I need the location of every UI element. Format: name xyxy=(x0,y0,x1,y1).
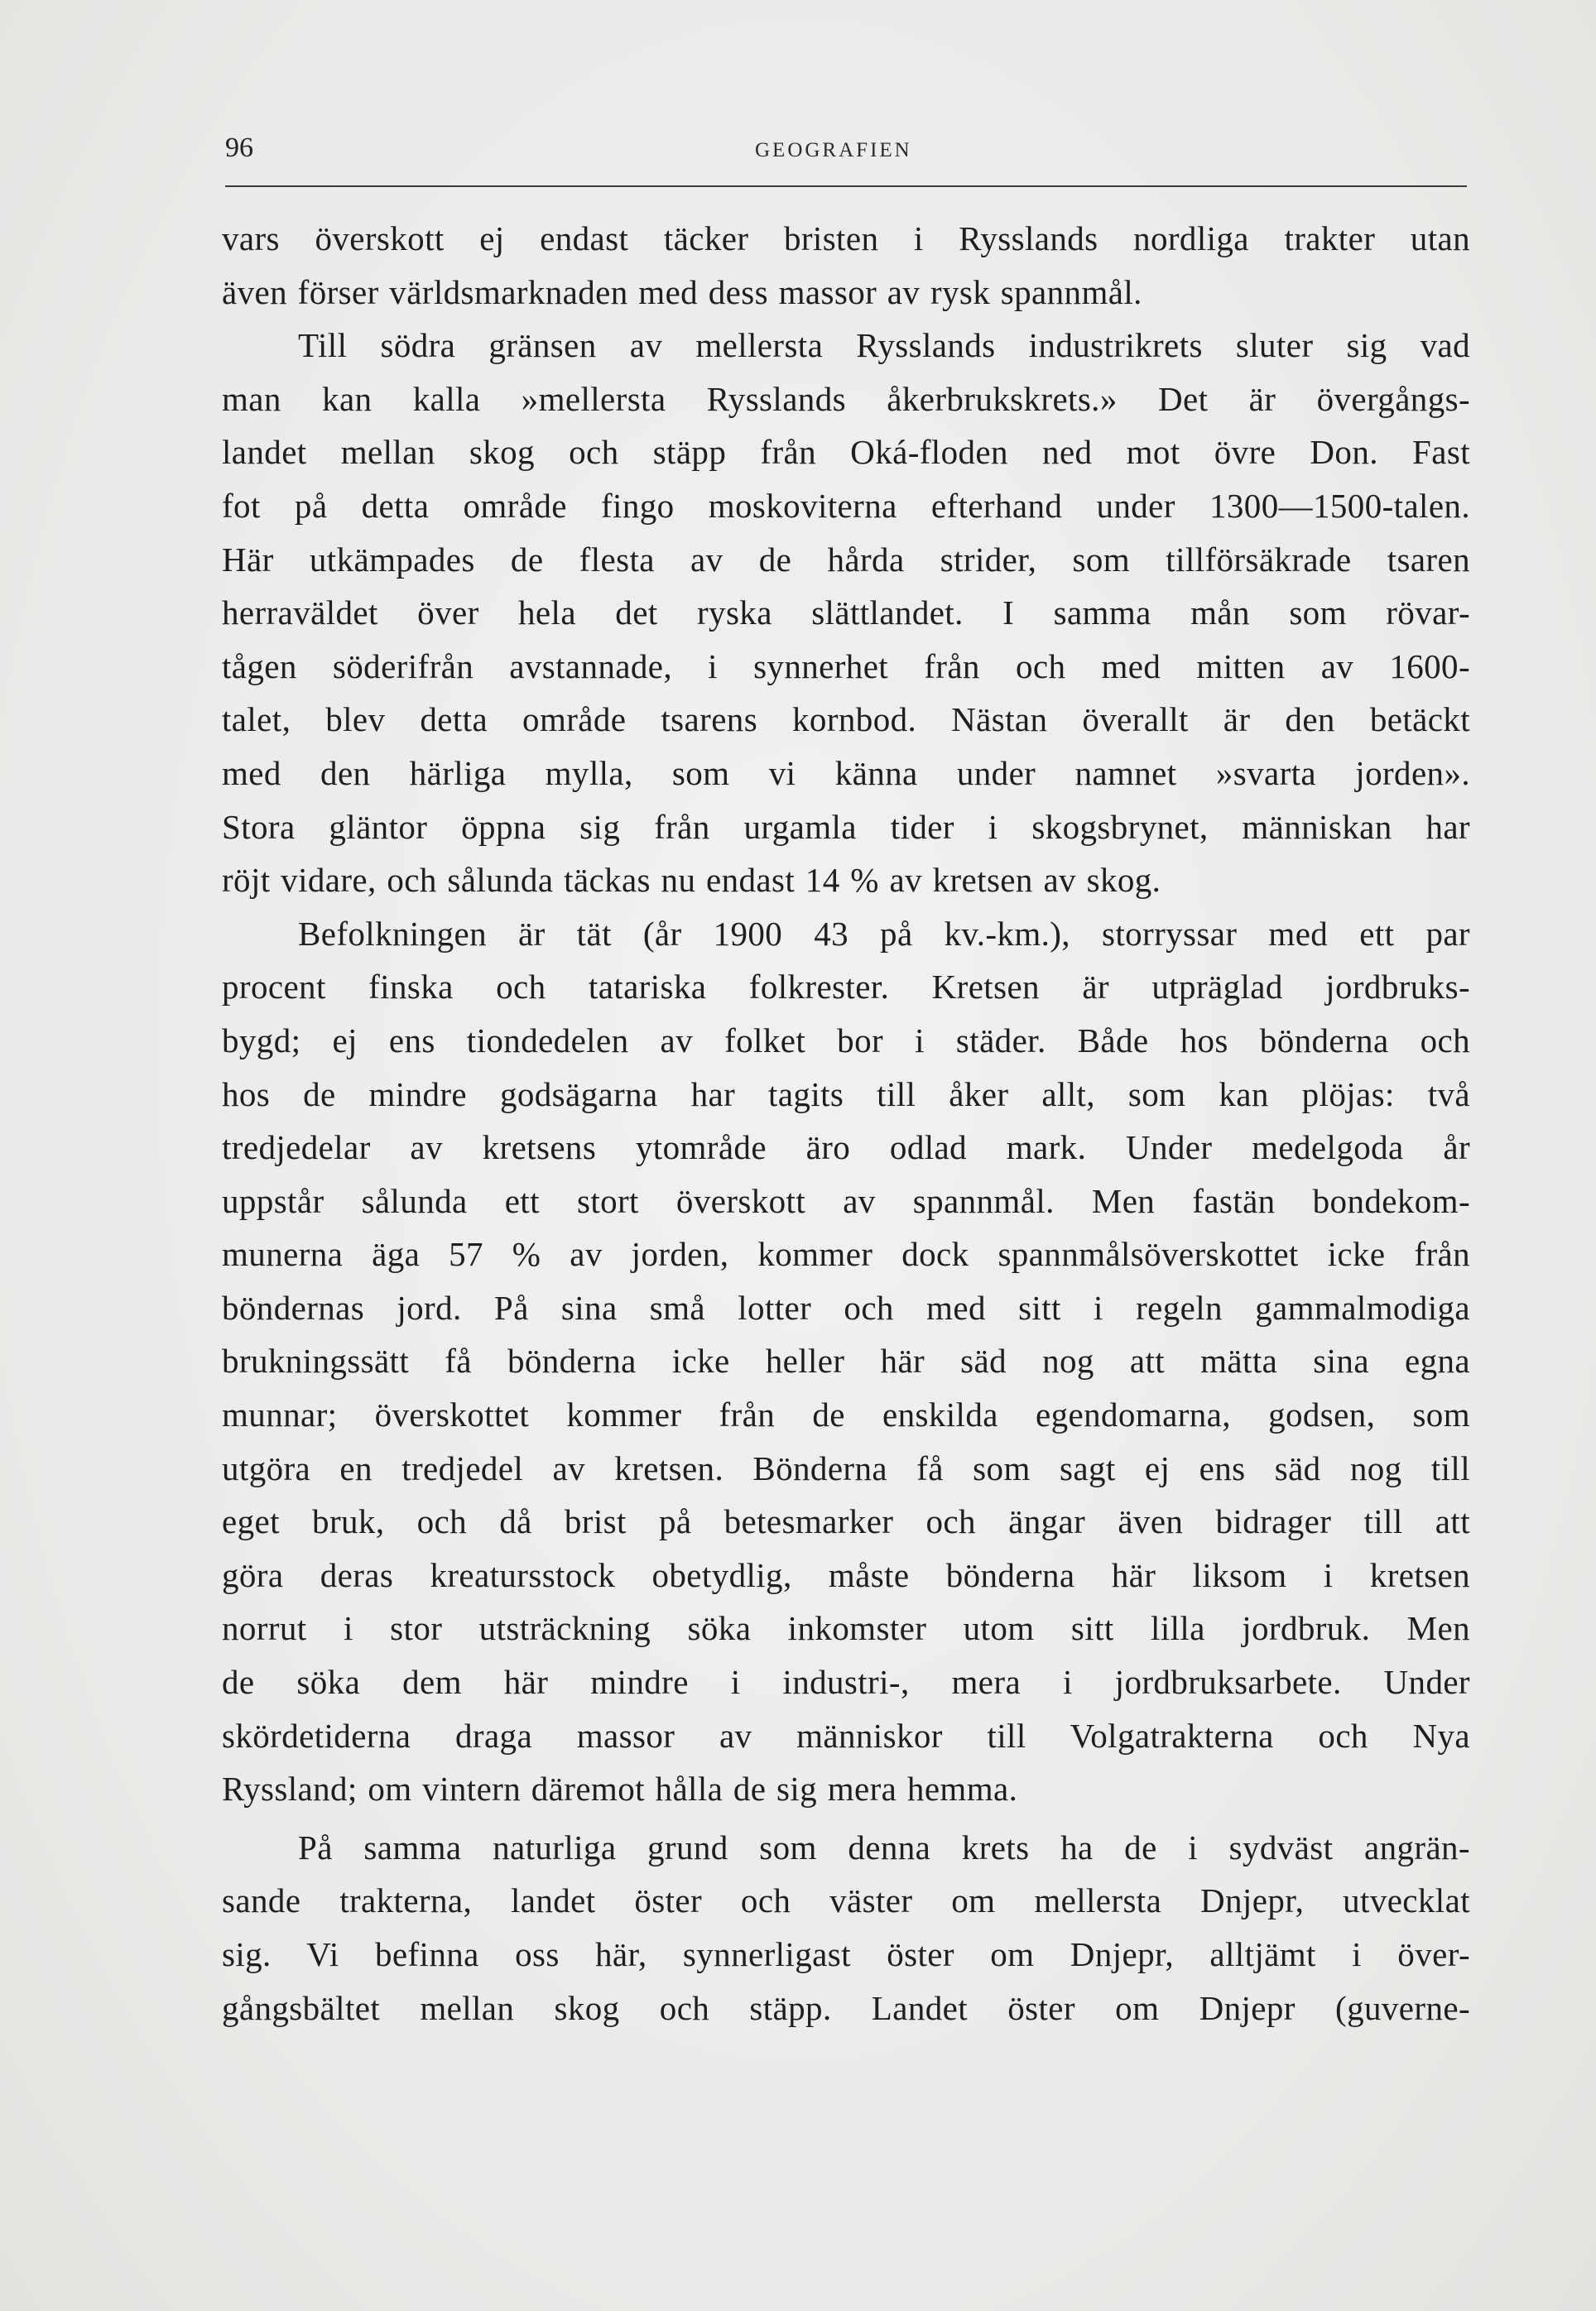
text-line: sande trakterna, landet öster och väster om mellersta Dnjepr, utvecklat xyxy=(222,1881,1470,1920)
text-line: brukningssätt få bönderna icke heller här säd nog att mätta sina egna xyxy=(222,1342,1470,1381)
paragraph-start-line: Till södra gränsen av mellersta Rysslands industrikrets sluter sig vad xyxy=(298,326,1470,365)
text-line: munnar; överskottet kommer från de enskilda egendomarna, godsen, som xyxy=(222,1396,1470,1434)
text-line: eget bruk, och då brist på betesmarker och ängar även bidrager till att xyxy=(222,1502,1470,1541)
text-line: talet, blev detta område tsarens kornbod. Nästan överallt är den betäckt xyxy=(222,700,1470,739)
body-text xyxy=(222,212,1470,2035)
text-line: man kan kalla »mellersta Rysslands åkerbrukskrets.» Det är övergångs- xyxy=(222,379,1470,418)
text-line: fot på detta område fingo moskoviterna efterhand under 1300—1500-talen. xyxy=(222,486,1470,525)
text-line: de söka dem här mindre i industri-, mera i jordbruksarbete. Under xyxy=(222,1663,1470,1702)
text-line: skördetiderna draga massor av människor till Volgatrakterna och Nya xyxy=(222,1716,1470,1755)
text-line: göra deras kreatursstock obetydlig, måste bönderna här liksom i kretsen xyxy=(222,1555,1470,1594)
text-line: gångsbältet mellan skog och stäpp. Landet öster om Dnjepr (guverne- xyxy=(222,1988,1470,2027)
text-line: Här utkämpades de flesta av de hårda strider, som tillförsäkrade tsaren xyxy=(222,540,1470,579)
page-header xyxy=(225,132,1467,182)
text-line: Stora gläntor öppna sig från urgamla tider i skogsbrynet, människan har xyxy=(222,807,1470,846)
text-line: utgöra en tredjedel av kretsen. Bönderna få som sagt ej ens säd nog till xyxy=(222,1449,1470,1487)
text-line: böndernas jord. På sina små lotter och med sitt i regeln gammalmodiga xyxy=(222,1288,1470,1327)
text-line: hos de mindre godsägarna har tagits till åker allt, som kan plöjas: två xyxy=(222,1074,1470,1113)
text-line: bygd; ej ens tiondedelen av folket bor i städer. Både hos bönderna och xyxy=(222,1021,1470,1059)
text-line: Ryssland; om vintern däremot hålla de sig mera hemma. xyxy=(222,1770,1018,1809)
paragraph-start-line: På samma naturliga grund som denna krets ha de i sydväst angrän- xyxy=(298,1828,1470,1867)
text-line: herraväldet över hela det ryska slättlandet. I samma mån som rövar- xyxy=(222,593,1470,632)
paragraph-start-line: Befolkningen är tät (år 1900 43 på kv.-km.), storryssar med ett par xyxy=(298,914,1470,953)
text-line: tågen söderifrån avstannade, i synnerhet från och med mitten av 1600- xyxy=(222,646,1470,685)
text-line: procent finska och tatariska folkrester. Kretsen är utpräglad jordbruks- xyxy=(222,968,1470,1007)
text-line: landet mellan skog och stäpp från Oká-floden ned mot övre Don. Fast xyxy=(222,433,1470,472)
text-line: munerna äga 57 % av jorden, kommer dock spannmålsöverskottet icke från xyxy=(222,1235,1470,1274)
text-line: tredjedelar av kretsens ytområde äro odlad mark. Under medelgoda år xyxy=(222,1128,1470,1167)
header-rule xyxy=(225,185,1467,187)
text-line: norrut i stor utsträckning söka inkomster utom sitt lilla jordbruk. Men xyxy=(222,1609,1470,1648)
text-line: med den härliga mylla, som vi känna under namnet »svarta jorden». xyxy=(222,753,1470,792)
text-line: sig. Vi befinna oss här, synnerligast öster om Dnjepr, alltjämt i över- xyxy=(222,1935,1470,1973)
text-line: även förser världsmarknaden med dess massor av rysk spannmål. xyxy=(222,272,1142,311)
text-line: röjt vidare, och sålunda täckas nu endast 14 % av kretsen av skog. xyxy=(222,861,1161,900)
text-line: uppstår sålunda ett stort överskott av spannmål. Men fastän bondekom- xyxy=(222,1181,1470,1220)
running-head: GEOGRAFIEN xyxy=(755,139,912,161)
text-line: vars överskott ej endast täcker bristen i Rysslands nordliga trakter utan xyxy=(222,219,1470,257)
page-number: 96 xyxy=(225,132,253,163)
